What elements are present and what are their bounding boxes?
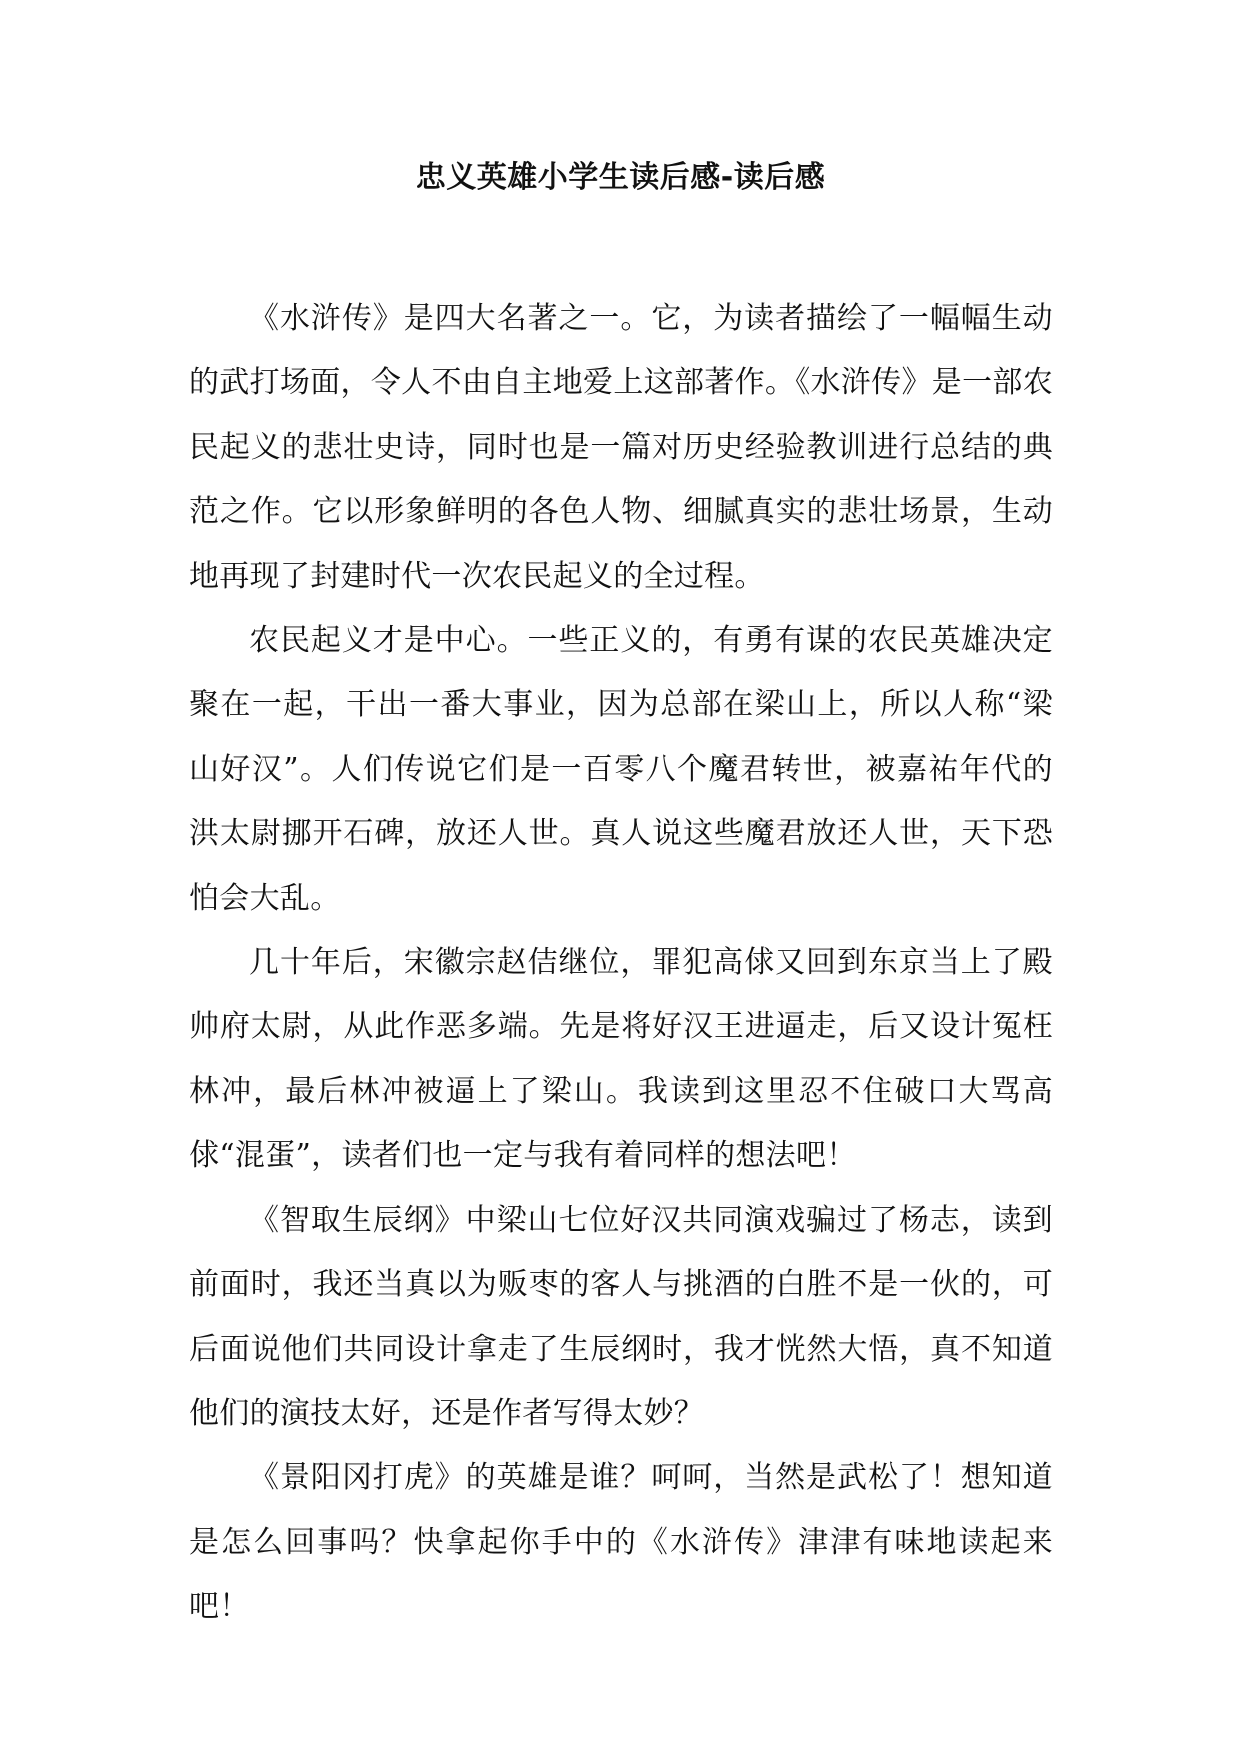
document-body	[189, 287, 1053, 1640]
paragraph-5: 《景阳冈打虎》的英雄是谁？呵呵，当然是武松了！想知道是怎么回事吗？快拿起你手中的《水浒传》津津有味地读起来吧！	[189, 1460, 1053, 1625]
paragraph-3: 几十年后，宋徽宗赵佶继位，罪犯高俅又回到东京当上了殿帅府太尉，从此作恶多端。先是将好汉王进逼走，后又设计冤枉林冲，最后林冲被逼上了梁山。我读到这里忍不住破口大骂高俅“混蛋”，读者们也一定与我有着同样的想法吧！	[189, 945, 1053, 1174]
paragraph-2: 农民起义才是中心。一些正义的，有勇有谋的农民英雄决定聚在一起，干出一番大事业，因为总部在梁山上，所以人称“梁山好汉”。人们传说它们是一百零八个魔君转世，被嘉祐年代的洪太尉挪开石碑，放还人世。真人说这些魔君放还人世，天下恐怕会大乱。	[189, 623, 1053, 916]
paragraph-1: 《水浒传》是四大名著之一。它，为读者描绘了一幅幅生动的武打场面，令人不由自主地爱上这部著作。《水浒传》是一部农民起义的悲壮史诗，同时也是一篇对历史经验教训进行总结的典范之作。它以形象鲜明的各色人物、细腻真实的悲壮场景，生动地再现了封建时代一次农民起义的全过程。	[189, 301, 1053, 594]
document-title: 忠义英雄小学生读后感-读后感	[415, 160, 826, 195]
paragraph-4: 《智取生辰纲》中梁山七位好汉共同演戏骗过了杨志，读到前面时，我还当真以为贩枣的客人与挑酒的白胜不是一伙的，可后面说他们共同设计拿走了生辰纲时，我才恍然大悟，真不知道他们的演技太好，还是作者写得太妙？	[189, 1202, 1053, 1431]
